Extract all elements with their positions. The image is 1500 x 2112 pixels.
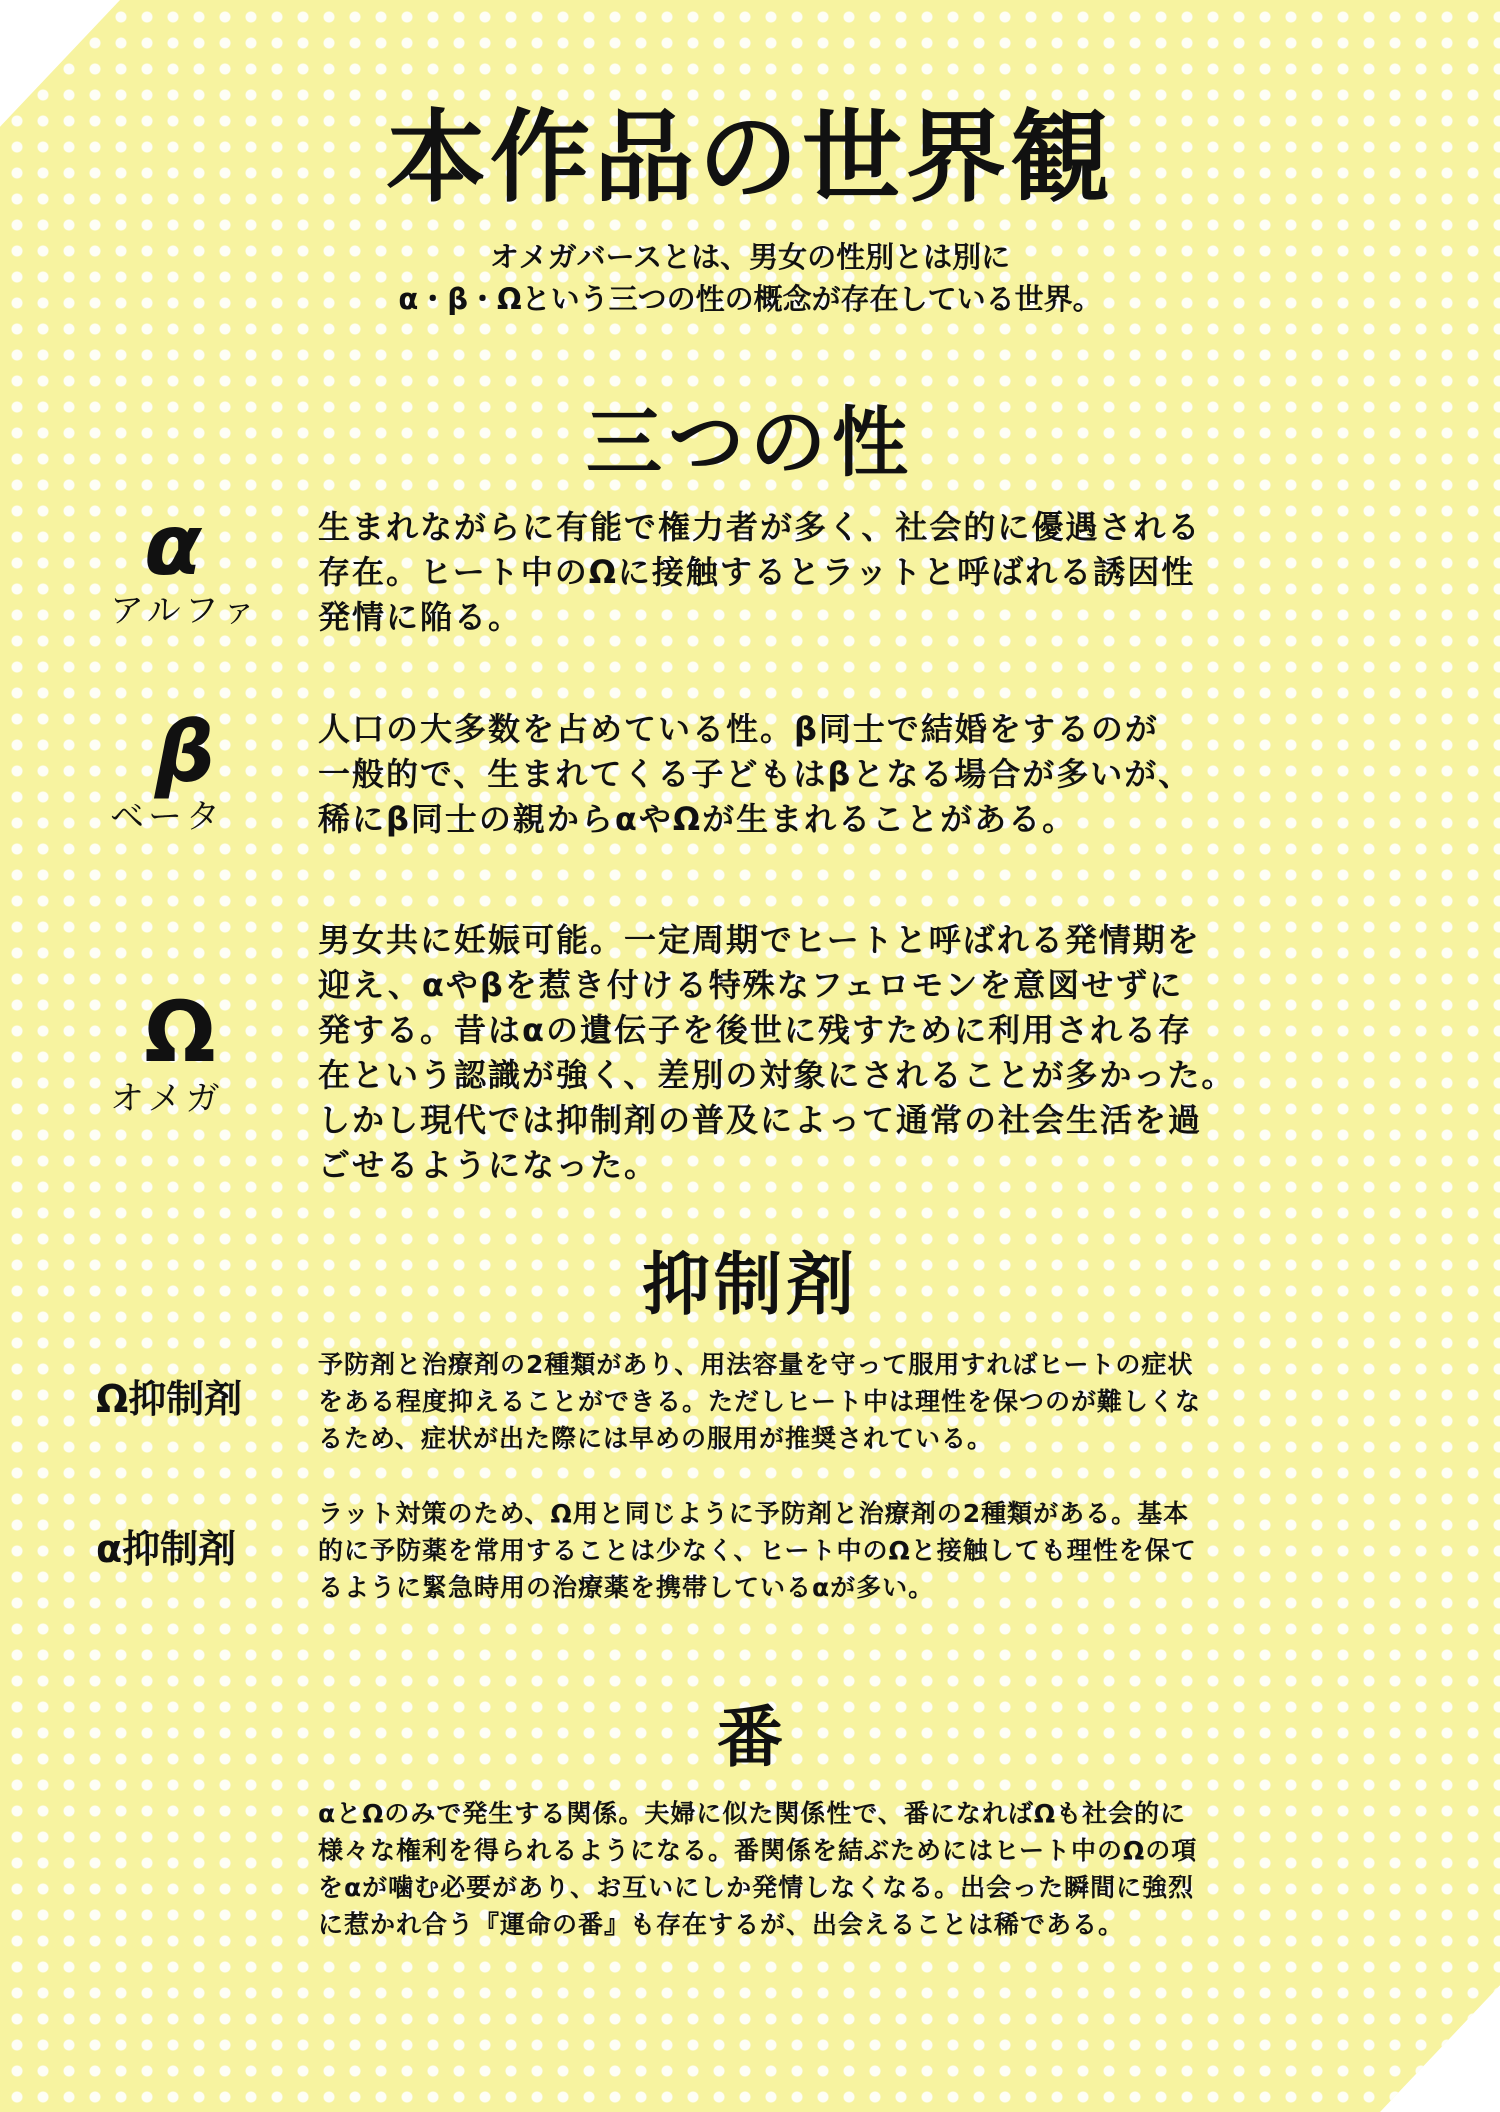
intro-line: α・β・Ωという三つの性の概念が存在している世界。 <box>398 282 1102 316</box>
description-line: 生まれながらに有能で権力者が多く、社会的に優遇される <box>318 508 1202 546</box>
description-line: αとΩのみで発生する関係。夫婦に似た関係性で、番になればΩも社会的に <box>318 1799 1187 1828</box>
page-title: 本作品の世界観 <box>386 99 1114 216</box>
omega-description <box>318 918 1235 1188</box>
alpha-suppressant-label: α抑制剤 <box>96 1527 237 1571</box>
intro-text <box>0 236 1500 320</box>
intro-line: オメガバースとは、男女の性別とは別に <box>489 240 1011 274</box>
description-line: しかし現代では抑制剤の普及によって通常の社会生活を過 <box>318 1101 1203 1139</box>
beta-reading: ベータ <box>110 797 224 837</box>
description-line: に惹かれ合う『運命の番』も存在するが、出会えることは稀である。 <box>318 1910 1125 1939</box>
omega-reading: オメガ <box>110 1079 224 1119</box>
description-line: 男女共に妊娠可能。一定周期でヒートと呼ばれる発情期を <box>318 921 1201 959</box>
description-line: をαが噛む必要があり、お互いにしか発情しなくなる。出会った瞬間に強烈 <box>318 1873 1195 1902</box>
omega-symbol: Ω <box>144 983 216 1081</box>
beta-symbol: β <box>154 703 216 801</box>
description-line: 稀にβ同士の親からαやΩが生まれることがある。 <box>318 800 1077 838</box>
description-line: 一般的で、生まれてくる子どもはβとなる場合が多いが、 <box>318 755 1193 793</box>
description-line: 発する。昔はαの遺伝子を後世に残すために利用される存 <box>318 1011 1192 1049</box>
beta-description <box>318 707 1192 842</box>
alpha-suppressant-description <box>318 1495 1197 1606</box>
alpha-reading: アルファ <box>110 591 260 631</box>
description-line: るように緊急時用の治療薬を携帯しているαが多い。 <box>318 1573 935 1602</box>
omega-suppressant-label: Ω抑制剤 <box>96 1377 243 1421</box>
description-line: をある程度抑えることができる。ただしヒート中は理性を保つのが難しくな <box>318 1387 1202 1416</box>
section-title-three-sexes: 三つの性 <box>586 398 914 487</box>
section-title-suppressants: 抑制剤 <box>641 1246 858 1325</box>
omega-suppressant-description <box>318 1346 1201 1457</box>
description-line: 人口の大多数を占めている性。β同士で結婚をするのが <box>318 710 1159 748</box>
description-line: 迎え、αやβを惹き付ける特殊なフェロモンを意図せずに <box>318 966 1184 1004</box>
description-line: 的に予防薬を常用することは少なく、ヒート中のΩと接触しても理性を保て <box>318 1536 1197 1565</box>
description-line: るため、症状が出た際には早めの服用が推奨されている。 <box>318 1424 994 1453</box>
alpha-description <box>318 505 1201 640</box>
description-line: 発情に陥る。 <box>318 598 523 636</box>
section-title-bond: 番 <box>717 1699 783 1776</box>
description-line: 様々な権利を得られるようになる。番関係を結ぶためにはヒート中のΩの項 <box>318 1836 1198 1865</box>
description-line: 予防剤と治療剤の2種類があり、用法容量を守って服用すればヒートの症状 <box>318 1350 1194 1379</box>
description-line: 存在。ヒート中のΩに接触するとラットと呼ばれる誘因性 <box>318 553 1196 591</box>
description-line: 在という認識が強く、差別の対象にされることが多かった。 <box>318 1056 1236 1094</box>
alpha-symbol: α <box>144 496 202 594</box>
description-line: ごせるようになった。 <box>318 1146 659 1184</box>
description-line: ラット対策のため、Ω用と同じように予防剤と治療剤の2種類がある。基本 <box>318 1499 1190 1528</box>
bond-description <box>318 1795 1197 1943</box>
